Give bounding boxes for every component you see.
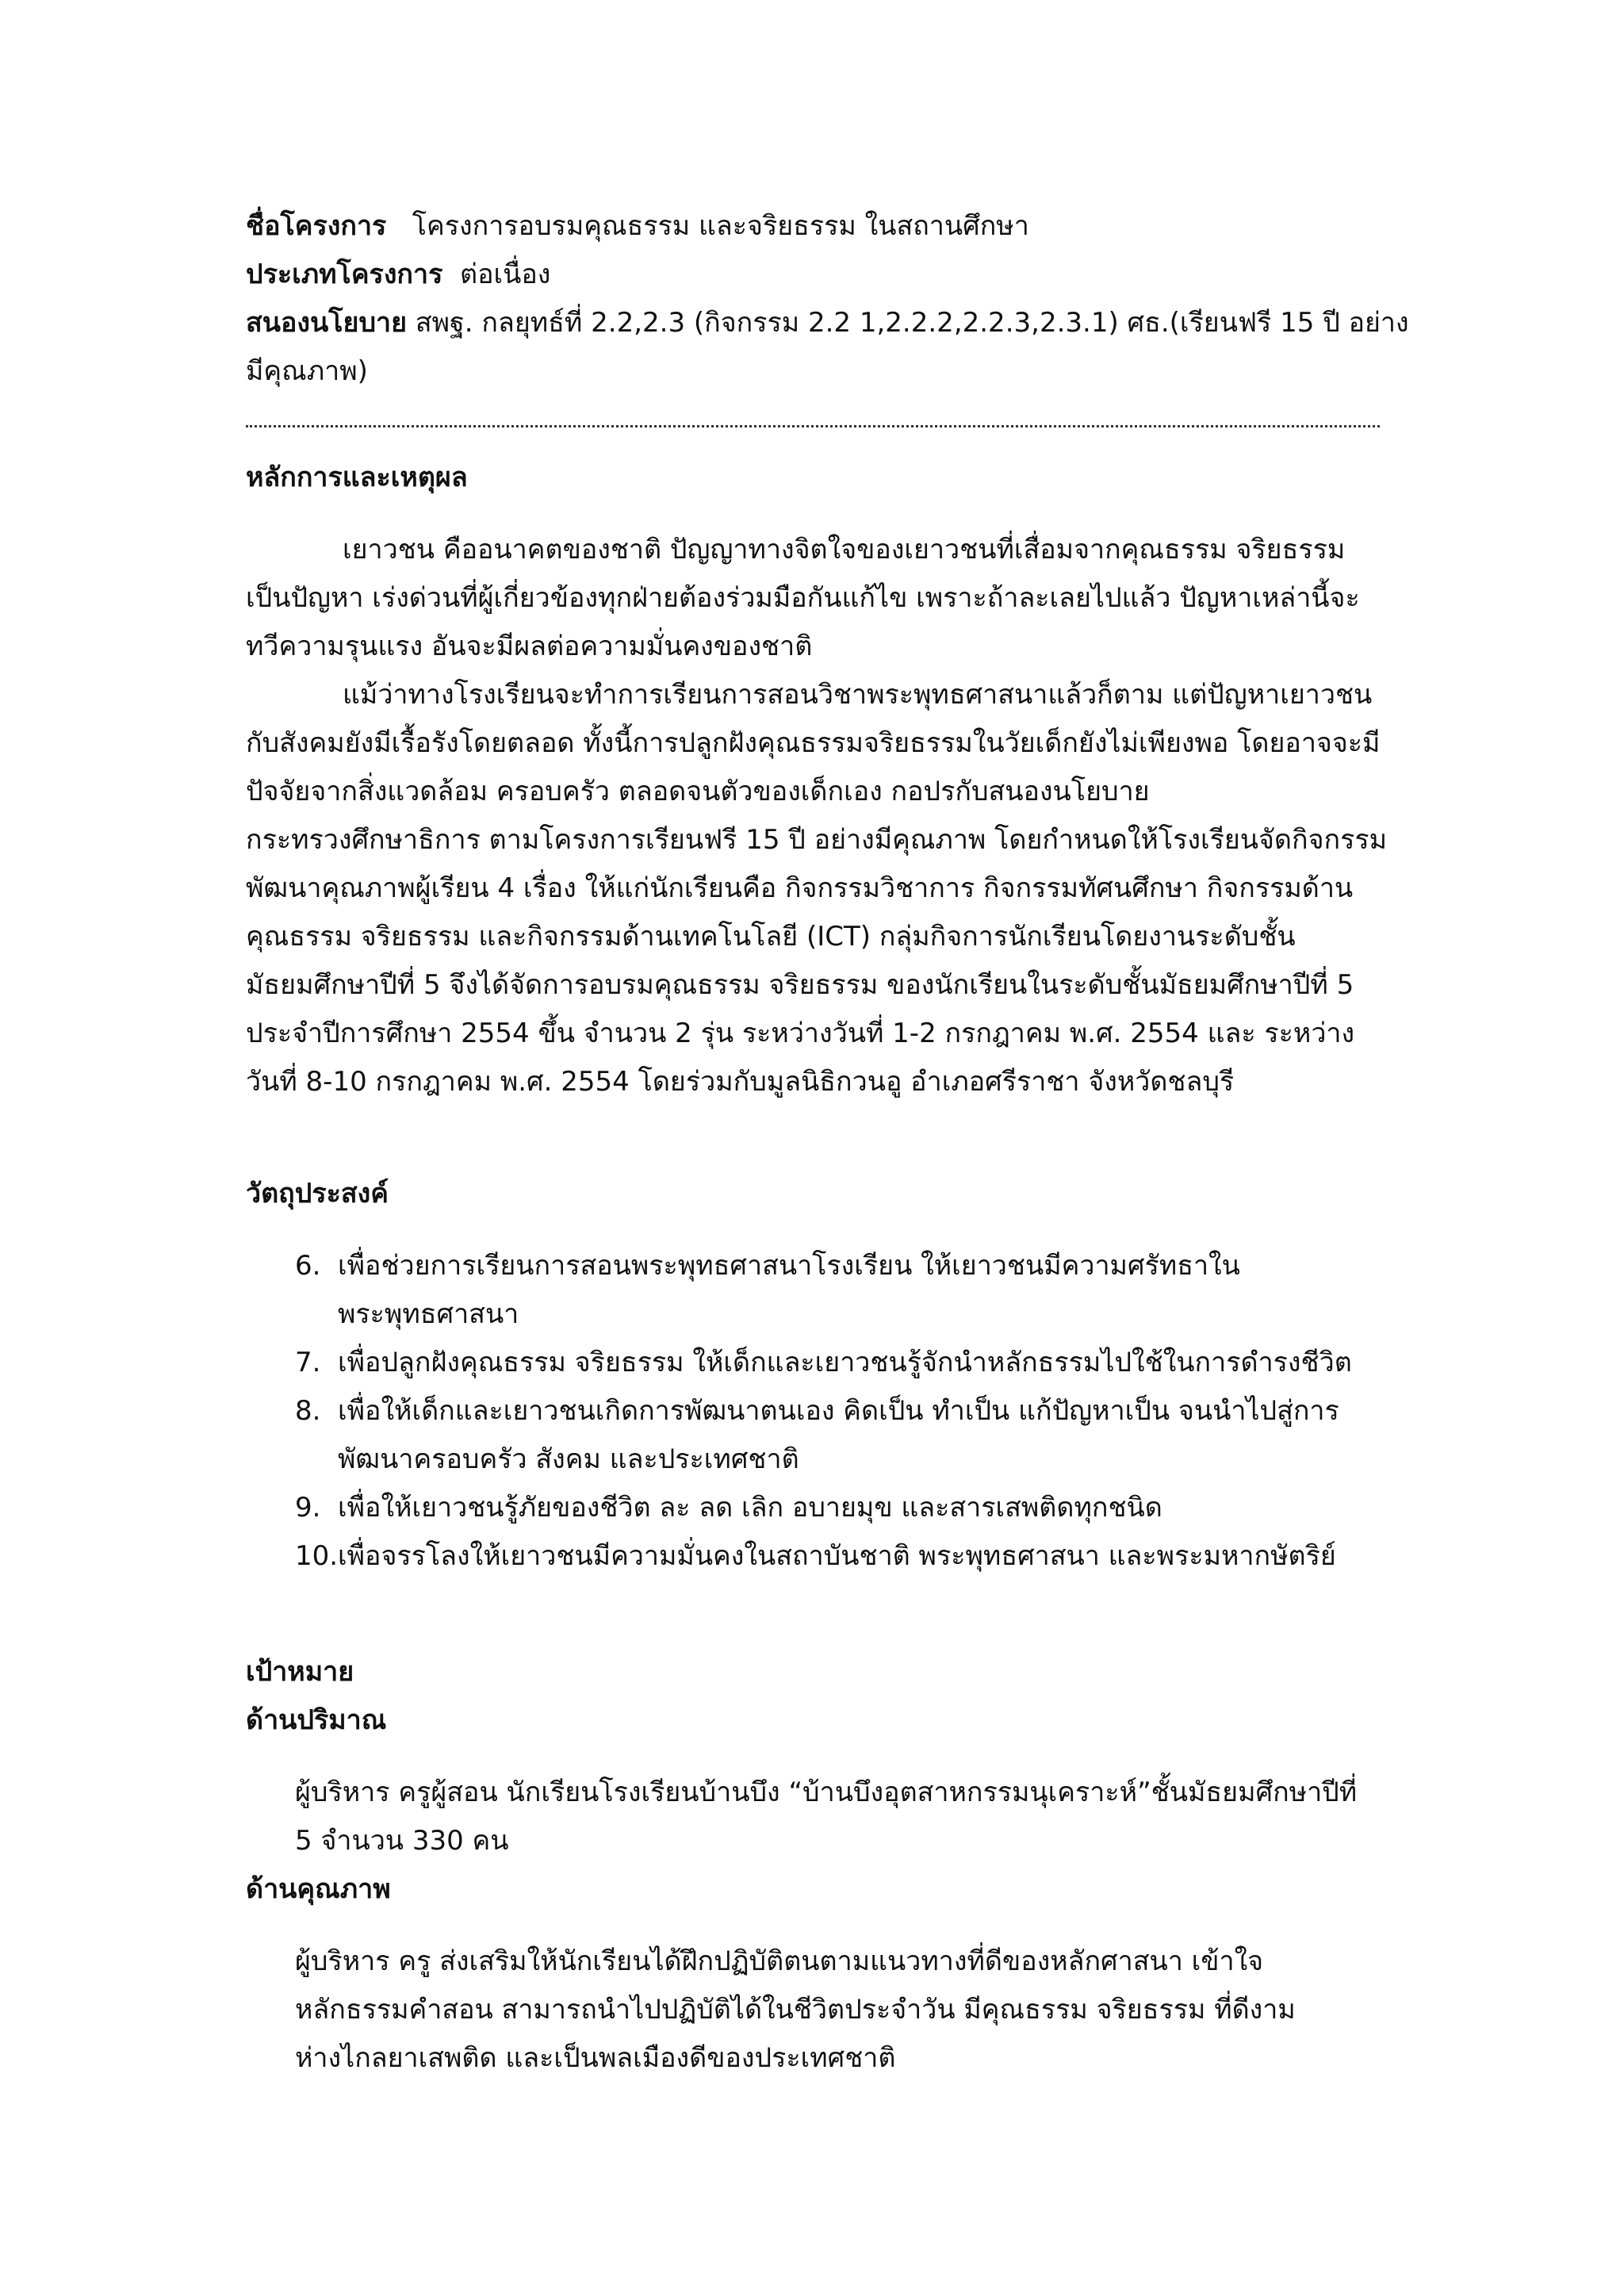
project-type-label: ประเภทโครงการ (246, 259, 443, 290)
objective-item (295, 1532, 1336, 1580)
policy-label: สนองนโยบาย (246, 307, 408, 339)
quantity-line: ผู้บริหาร ครูผู้สอน นักเรียนโรงเรียนบ้านบึง “บ้านบึงอุตสาหกรรมนุเคราะห์”ชั้นมัธยมศึกษาปีที่ (295, 1777, 1358, 1808)
policy-value-line1: สพฐ. กลยุทธ์ที่ 2.2,2.3 (กิจกรรม 2.2 1,2.2.2,2.2.3,2.3.1) ศธ.(เรียนฟรี 15 ปี อย่าง (415, 307, 1409, 339)
rationale-line: เป็นปัญหา เร่งด่วนที่ผู้เกี่ยวข้องทุกฝ่ายต้องร่วมมือกันแก้ไข เพราะถ้าละเลยไปแล้ว ปัญหาเหล่านี้จะ (246, 582, 1360, 614)
rationale-line: พัฒนาคุณภาพผู้เรียน 4 เรื่อง ให้แก่นักเรียนคือ กิจกรรมวิชาการ กิจกรรมทัศนศึกษา กิจกรรมด้าน (246, 872, 1354, 904)
dotted-separator (246, 425, 1380, 427)
objective-text: เพื่อช่วยการเรียนการสอนพระพุทธศาสนาโรงเรียน ให้เยาวชนมีความศรัทธาใน (338, 1250, 1240, 1282)
objective-text: เพื่อให้เยาวชนรู้ภัยของชีวิต ละ ลด เลิก อบายมุข และสารเสพติดทุกชนิด (338, 1492, 1162, 1524)
objective-text-continued: พระพุทธศาสนา (338, 1298, 519, 1330)
project-type-row (246, 251, 550, 298)
project-type-value: ต่อเนื่อง (459, 259, 551, 290)
objectives-heading: วัตถุประสงค์ (246, 1178, 389, 1209)
rationale-line: ประจำปีการศึกษา 2554 ขึ้น จำนวน 2 รุ่น ระหว่างวันที่ 1-2 กรกฎาคม พ.ศ. 2554 และ ระหว่าง (246, 1018, 1355, 1049)
rationale-line: ทวีความรุนแรง อันจะมีผลต่อความมั่นคงของชาติ (246, 631, 813, 662)
objective-number: 9. (295, 1492, 321, 1524)
objective-number: 7. (295, 1347, 321, 1378)
rationale-line: ปัจจัยจากสิ่งแวดล้อม ครอบครัว ตลอดจนตัวของเด็กเอง กอปรกับสนองนโยบาย (246, 776, 1150, 807)
objective-number: 6. (295, 1250, 321, 1282)
project-name-label: ชื่อโครงการ (246, 210, 387, 242)
project-name-row (246, 202, 1029, 250)
rationale-line: คุณธรรม จริยธรรม และกิจกรรมด้านเทคโนโลยี (ICT) กลุ่มกิจการนักเรียนโดยงานระดับชั้น (246, 921, 1296, 953)
quality-line: หลักธรรมคำสอน สามารถนำไปปฏิบัติได้ในชีวิตประจำวัน มีคุณธรรม จริยธรรม ที่ดีงาม (295, 1994, 1296, 2026)
objective-item (295, 1242, 1240, 1290)
quality-heading: ด้านคุณภาพ (246, 1873, 391, 1905)
objective-text-continued: พัฒนาครอบครัว สังคม และประเทศชาติ (338, 1443, 799, 1475)
objective-text: เพื่อปลูกฝังคุณธรรม จริยธรรม ให้เด็กและเยาวชนรู้จักนำหลักธรรมไปใช้ในการดำรงชีวิต (338, 1347, 1352, 1378)
rationale-line: วันที่ 8-10 กรกฎาคม พ.ศ. 2554 โดยร่วมกับมูลนิธิกวนอู อำเภอศรีราชา จังหวัดชลบุรี (246, 1066, 1235, 1098)
quality-line: ห่างไกลยาเสพติด และเป็นพลเมืองดีของประเทศชาติ (295, 2042, 896, 2074)
rationale-line: กระทรวงศึกษาธิการ ตามโครงการเรียนฟรี 15 ปี อย่างมีคุณภาพ โดยกำหนดให้โรงเรียนจัดกิจกรรม (246, 824, 1388, 856)
rationale-line: กับสังคมยังมีเรื้อรังโดยตลอด ทั้งนี้การปลูกฝังคุณธรรมจริยธรรมในวัยเด็กยังไม่เพียงพอ โดยอาจจะมี (246, 727, 1381, 759)
rationale-line: แม้ว่าทางโรงเรียนจะทำการเรียนการสอนวิชาพระพุทธศาสนาแล้วก็ตาม แต่ปัญหาเยาวชน (343, 679, 1373, 711)
objective-number: 8. (295, 1395, 321, 1427)
objective-item (295, 1339, 1352, 1386)
quality-line: ผู้บริหาร ครู ส่งเสริมให้นักเรียนได้ฝึกปฏิบัติตนตามแนวทางที่ดีของหลักศาสนา เข้าใจ (295, 1945, 1264, 1977)
objective-text: เพื่อจรรโลงให้เยาวชนมีความมั่นคงในสถาบันชาติ พระพุทธศาสนา และพระมหากษัตริย์ (338, 1540, 1336, 1572)
project-name-value: โครงการอบรมคุณธรรม และจริยธรรม ในสถานศึกษา (412, 210, 1029, 242)
quantity-heading: ด้านปริมาณ (246, 1704, 387, 1736)
objective-number: 10. (295, 1540, 339, 1572)
objective-item (295, 1387, 1339, 1435)
objective-text: เพื่อให้เด็กและเยาวชนเกิดการพัฒนาตนเอง คิดเป็น ทำเป็น แก้ปัญหาเป็น จนนำไปสู่การ (338, 1395, 1339, 1427)
policy-value-line2: มีคุณภาพ) (246, 355, 368, 387)
rationale-line: มัธยมศึกษาปีที่ 5 จึงได้จัดการอบรมคุณธรรม จริยธรรม ของนักเรียนในระดับชั้นมัธยมศึกษาปีที่ 5 (246, 969, 1354, 1001)
rationale-heading: หลักการและเหตุผล (246, 462, 468, 493)
quantity-line: 5 จำนวน 330 คน (295, 1825, 509, 1857)
rationale-line: เยาวชน คืออนาคตของชาติ ปัญญาทางจิตใจของเยาวชนที่เสื่อมจากคุณธรรม จริยธรรม (343, 534, 1346, 565)
policy-row (246, 299, 1409, 347)
target-heading: เป้าหมาย (246, 1656, 354, 1688)
objective-item (295, 1484, 1162, 1531)
